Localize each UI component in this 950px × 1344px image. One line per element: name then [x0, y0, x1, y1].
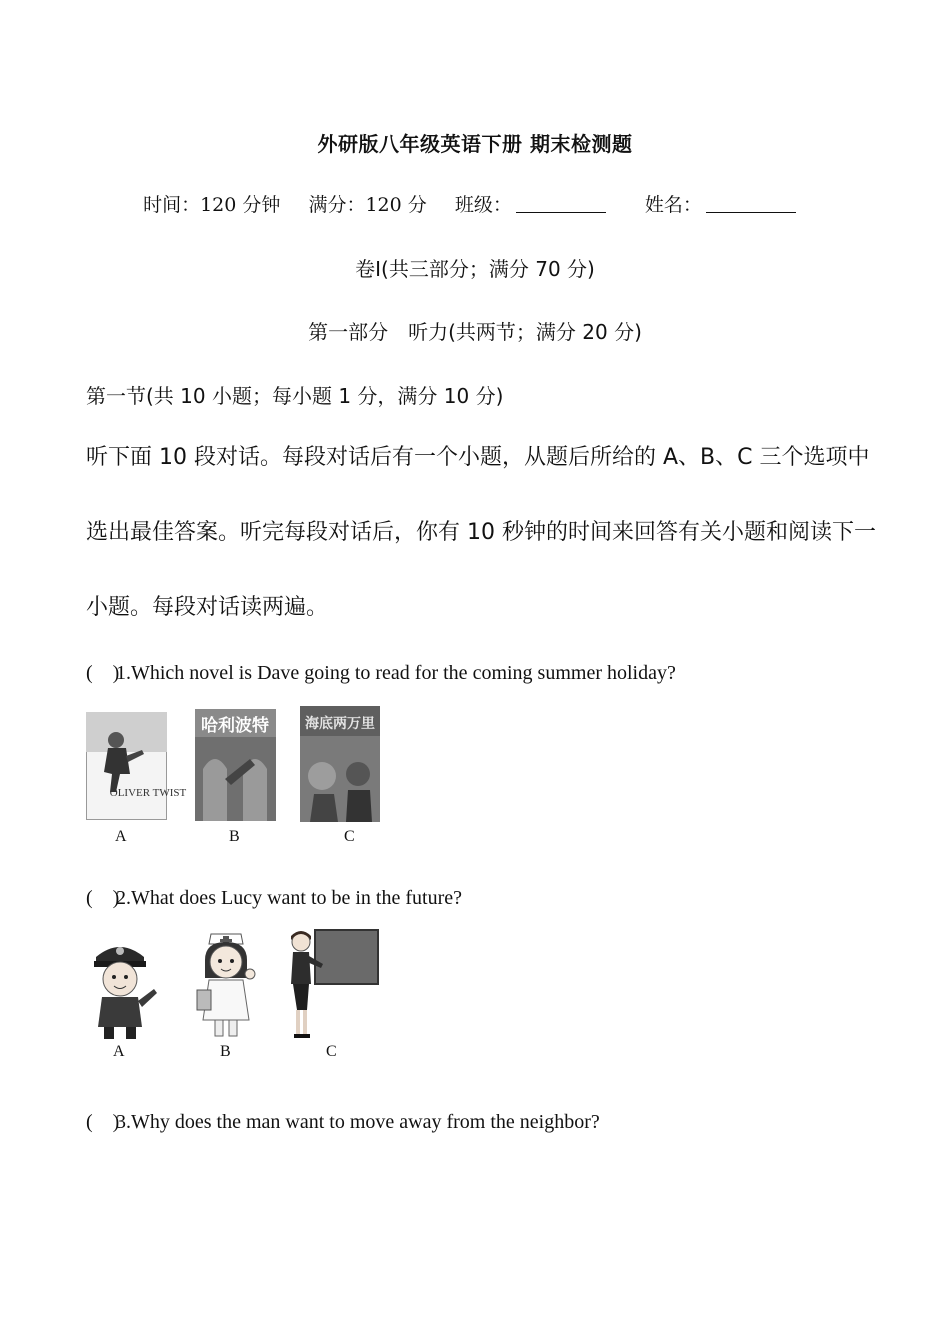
question-text: 2.What does Lucy want to be in the future? — [116, 887, 462, 909]
book-cover-twenty-thousand-leagues — [300, 706, 380, 822]
name-field — [645, 194, 807, 216]
answer-paren[interactable]: ( ) — [86, 1111, 120, 1133]
volume-heading: 卷Ⅰ(共三部分；满分 70 分) — [355, 257, 595, 281]
teacher-icon — [285, 928, 380, 1040]
cover-title: 哈利波特 — [201, 716, 269, 736]
nurse-icon — [195, 930, 257, 1040]
instructions: 听下面 10 段对话。每段对话后有一个小题，从题后所给的 A、B、C 三个选项中选出最佳答案。听完每段对话后，你有 10 秒钟的时间来回答有关小题和阅读下一小题。每段对话读两遍。 — [86, 445, 876, 620]
question-text: 1.Which novel is Dave going to read for the coming summer holiday? — [116, 662, 676, 684]
cover-title: OLIVER TWIST — [109, 787, 187, 799]
book-cover-harry-potter — [195, 709, 276, 821]
class-field — [455, 194, 617, 216]
cover-title: 海底两万里 — [305, 716, 375, 732]
class-blank[interactable] — [516, 196, 606, 213]
time-info: 时间：120 分钟 — [143, 194, 281, 216]
book-cover-oliver-twist — [86, 712, 187, 820]
part-heading: 第一部分 听力(共两节；满分 20 分) — [308, 320, 642, 344]
score-info: 满分：120 分 — [308, 194, 427, 216]
answer-paren[interactable]: ( ) — [86, 887, 120, 909]
question-text: 3.Why does the man want to move away from the neighbor? — [116, 1111, 600, 1133]
question-1 — [86, 656, 676, 685]
option-label: B — [229, 828, 240, 845]
option-label: C — [344, 828, 355, 845]
question-2 — [86, 881, 462, 910]
question-3 — [86, 1105, 600, 1134]
section-heading: 第一节(共 10 小题；每小题 1 分，满分 10 分) — [86, 384, 504, 408]
option-label: A — [115, 828, 127, 845]
name-label: 姓名： — [644, 194, 702, 216]
police-officer-icon — [86, 935, 158, 1041]
option-label: A — [113, 1043, 125, 1060]
class-label: 班级： — [454, 194, 512, 216]
option-label: C — [326, 1043, 337, 1060]
answer-paren[interactable]: ( ) — [86, 662, 120, 684]
name-blank[interactable] — [706, 196, 796, 213]
page-title: 外研版八年级英语下册 期末检测题 — [317, 132, 633, 156]
exam-info — [0, 190, 950, 217]
option-label: B — [220, 1043, 231, 1060]
